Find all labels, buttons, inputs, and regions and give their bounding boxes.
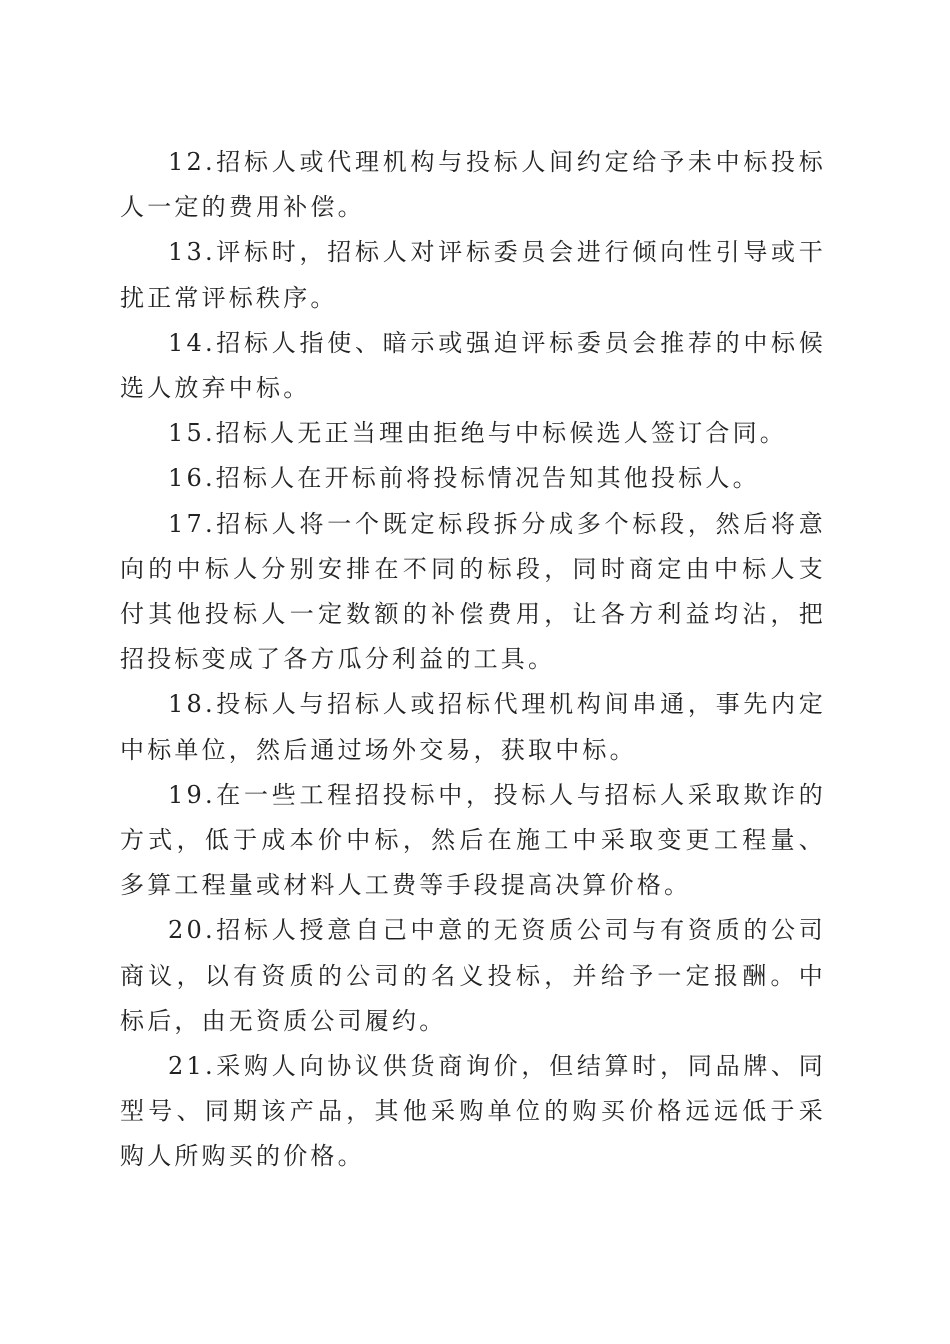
document-body [120,140,826,1180]
paragraph-12: 12.招标人或代理机构与投标人间约定给予未中标投标人一定的费用补偿。 [120,148,826,222]
paragraph-21: 21.采购人向协议供货商询价，但结算时，同品牌、同型号、同期该产品，其他采购单位的购买价格远远低于采购人所购买的价格。 [120,1052,826,1171]
paragraph-19: 19.在一些工程招投标中，投标人与招标人采取欺诈的方式，低于成本价中标，然后在施工中采取变更工程量、多算工程量或材料人工费等手段提高决算价格。 [120,780,826,900]
paragraph-16: 16.招标人在开标前将投标情况告知其他投标人。 [168,464,760,493]
paragraph-20: 20.招标人授意自己中意的无资质公司与有资质的公司商议，以有资质的公司的名义投标，并给予一定报酬。中标后，由无资质公司履约。 [120,916,826,1035]
paragraph-18: 18.投标人与招标人或招标代理机构间串通，事先内定中标单位，然后通过场外交易，获取中标。 [120,690,826,764]
paragraph-15: 15.招标人无正当理由拒绝与中标候选人签订合同。 [168,419,787,448]
paragraph-14: 14.招标人指使、暗示或强迫评标委员会推荐的中标候选人放弃中标。 [120,328,826,403]
paragraph-17: 17.招标人将一个既定标段拆分成多个标段，然后将意向的中标人分别安排在不同的标段，同时商定由中标人支付其他投标人一定数额的补偿费用，让各方利益均沾，把招投标变成了各方瓜分利益的工具。 [120,509,826,674]
paragraph-13: 13.评标时，招标人对评标委员会进行倾向性引导或干扰正常评标秩序。 [120,238,826,312]
